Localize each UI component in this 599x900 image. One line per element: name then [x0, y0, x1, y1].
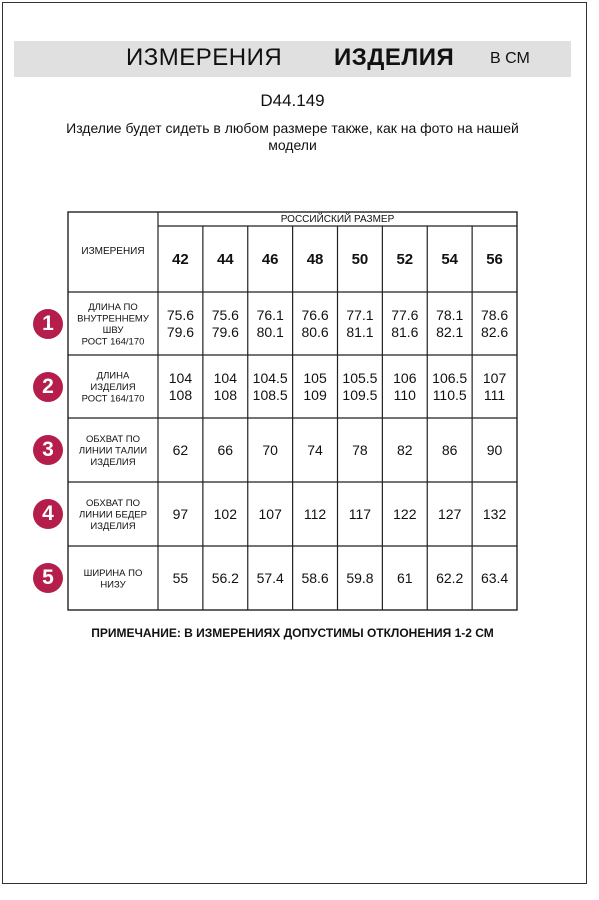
row-label-line: ЛИНИИ БЕДЕР — [79, 509, 147, 521]
cell-value: 104 — [168, 370, 193, 386]
cell-value: 74 — [307, 442, 323, 458]
row-number-badge: 2 — [33, 372, 63, 402]
cell-value: 106 — [393, 370, 417, 386]
cell-value: 104.5 — [252, 370, 288, 386]
row-label-line: ИЗДЕЛИЯ — [90, 382, 136, 393]
cell-value: 111 — [483, 387, 506, 403]
cell-value: 78 — [352, 442, 368, 458]
row-label-line: ДЛИНА — [96, 370, 130, 382]
size-header-50: 50 — [351, 251, 369, 268]
size-group-label: РОССИЙСКИЙ РАЗМЕР — [280, 214, 395, 225]
cell-value: 90 — [486, 442, 503, 458]
row-number-badge: 1 — [33, 309, 63, 339]
header-title-bold: ИЗДЕЛИЯ — [334, 44, 455, 71]
corner-label: ИЗМЕРЕНИЯ — [81, 246, 145, 257]
cell-value: 109.5 — [342, 387, 378, 403]
cell-value: 105.5 — [342, 370, 378, 386]
cell-value: 66 — [217, 442, 234, 458]
cell-value: 77.6 — [391, 307, 419, 323]
cell-value: 110 — [393, 387, 416, 403]
cell-value: 70 — [262, 442, 278, 458]
cell-value: 59.8 — [346, 570, 374, 586]
size-header-52: 52 — [396, 251, 414, 268]
cell-value: 108.5 — [252, 387, 288, 403]
article-code: D44.149 — [260, 91, 325, 110]
cell-value: 105 — [303, 370, 327, 386]
row-number-badge: 4 — [33, 499, 63, 529]
cell-value: 57.4 — [256, 570, 284, 586]
size-header-44: 44 — [216, 251, 234, 268]
row-number-badge: 3 — [33, 435, 63, 465]
cell-value: 75.6 — [166, 307, 195, 323]
cell-value: 106.5 — [432, 370, 468, 386]
cell-value: 56.2 — [211, 570, 239, 586]
cell-value: 63.4 — [480, 570, 509, 586]
note-text: ПРИМЕЧАНИЕ: В ИЗМЕРЕНИЯХ ДОПУСТИМЫ ОТКЛОНЕНИЯ 1-2 СМ — [91, 626, 494, 640]
row-label-line: ИЗДЕЛИЯ — [90, 521, 136, 532]
row-label-line: ОБХВАТ ПО — [85, 434, 141, 445]
cell-value: 127 — [438, 506, 462, 522]
description-text: Изделие будет сидеть в любом размере также, как на фото на нашей модели — [66, 120, 519, 153]
cell-value: 76.6 — [301, 307, 329, 323]
cell-value: 112 — [303, 506, 327, 522]
cell-value: 107 — [482, 370, 507, 386]
cell-value: 82 — [397, 442, 413, 458]
cell-value: 109 — [303, 387, 327, 403]
row-label-line: ИЗДЕЛИЯ — [90, 457, 136, 468]
cell-value: 108 — [213, 387, 237, 403]
row-label-line: НИЗУ — [100, 579, 126, 591]
cell-value: 82.6 — [480, 324, 509, 340]
row-label-line: ДЛИНА ПО — [88, 301, 138, 313]
cell-value: 108 — [168, 387, 193, 403]
cell-value: 81.1 — [346, 324, 374, 340]
cell-value: 80.6 — [301, 324, 329, 340]
cell-value: 55 — [172, 570, 189, 586]
header-unit: В СМ — [490, 50, 530, 67]
cell-value: 78.1 — [436, 307, 464, 323]
row-label-line: ШИРИНА ПО — [83, 567, 143, 579]
row-label-line: ВНУТРЕННЕМУ — [77, 313, 149, 325]
cell-value: 75.6 — [211, 307, 239, 323]
row-label-line: ЛИНИИ ТАЛИИ — [78, 445, 148, 457]
cell-value: 82.1 — [436, 324, 464, 340]
cell-value: 97 — [172, 506, 189, 522]
cell-value: 79.6 — [211, 324, 239, 340]
cell-value: 104 — [213, 370, 237, 386]
cell-value: 77.1 — [346, 307, 374, 323]
cell-value: 79.6 — [166, 324, 195, 340]
cell-value: 117 — [348, 506, 372, 522]
cell-value: 78.6 — [480, 307, 509, 323]
size-header-56: 56 — [486, 251, 503, 268]
row-number-badge: 5 — [33, 563, 63, 593]
cell-value: 107 — [258, 506, 282, 522]
row-label-line: ШВУ — [102, 324, 124, 336]
cell-value: 122 — [393, 506, 417, 522]
row-label-line: ОБХВАТ ПО — [85, 498, 141, 509]
cell-value: 62 — [172, 442, 189, 458]
cell-value: 132 — [482, 506, 507, 522]
size-header-54: 54 — [441, 251, 459, 268]
cell-value: 58.6 — [301, 570, 329, 586]
cell-value: 81.6 — [391, 324, 419, 340]
row-label-line: РОСТ 164/170 — [81, 393, 145, 405]
cell-value: 86 — [441, 442, 458, 458]
cell-value: 62.2 — [436, 570, 464, 586]
cell-value: 102 — [213, 506, 237, 522]
size-header-46: 46 — [261, 251, 279, 268]
header-title: ИЗМЕРЕНИЯ — [126, 44, 283, 71]
cell-value: 61 — [397, 570, 413, 586]
size-header-42: 42 — [172, 251, 189, 268]
cell-value: 76.1 — [256, 307, 284, 323]
row-label-line: РОСТ 164/170 — [81, 336, 145, 348]
cell-value: 80.1 — [256, 324, 284, 340]
cell-value: 110.5 — [432, 387, 467, 403]
size-header-48: 48 — [306, 251, 324, 268]
